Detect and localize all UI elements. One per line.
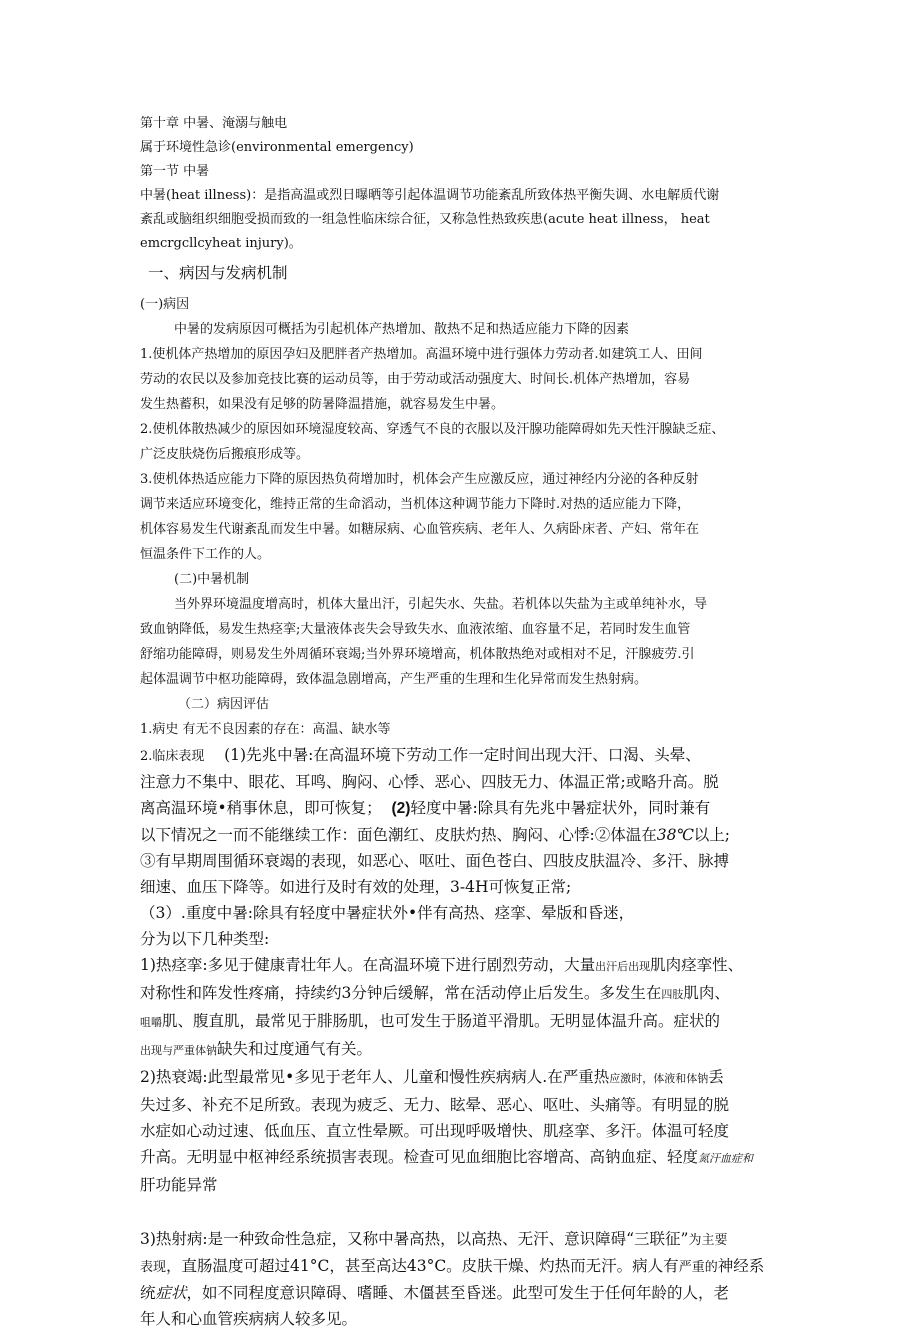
history-line: 1.病史 有无不良因素的存在：高温、缺水等	[140, 722, 391, 737]
heatstroke-line-2	[140, 1253, 800, 1280]
mechanism-line-4: 起体温调节中枢功能障碍，致体温急剧增高，产生严重的生理和生化异常而发生热射病。	[140, 672, 648, 687]
cramp-line-1b: 肌肉痉挛性、	[650, 956, 744, 974]
clinical-line-4a: 以下情况之一而不能继续工作：面色潮红、皮肤灼热、胸闷、心悸:②体温在	[140, 826, 657, 844]
subheading-mechanism: (二)中暑机制	[174, 572, 250, 587]
severe-line-2: 分为以下几种类型:	[140, 930, 270, 948]
chapter-title: 第十章 中暑、淹溺与触电	[140, 116, 288, 131]
exhaustion-small-1: 应激时，	[609, 1072, 654, 1085]
heatstroke-line-2b: 神经系	[717, 1257, 765, 1275]
exhaustion-line-5: 肝功能异常	[140, 1176, 218, 1194]
heatstroke-line-3	[140, 1280, 800, 1306]
mechanism-line-1: 当外界环境温度增高时，机体大量出汗，引起失水、失盐。若机体以失盐为主或单纯补水，导	[174, 597, 708, 612]
severe-line-1: （3）.重度中暑:除具有轻度中暑症状外•伴有高热、痉挛、晕版和昏迷，	[140, 904, 635, 922]
cause-3-line-4: 恒温条件下工作的人。	[140, 547, 271, 562]
heatstroke-line-2a: ，直肠温度可超过41°C，甚至高达43°C。皮肤干燥、灼热而无汗。病人有	[166, 1257, 679, 1275]
heatstroke-italic-1: 症状	[155, 1284, 187, 1302]
cause-intro: 中暑的发病原因可概括为引起机体产热增加、散热不足和热适应能力下降的因素	[174, 322, 630, 337]
exhaustion-small-3: 氮汗血症和	[698, 1152, 754, 1165]
cause-1-line-2: 劳动的农民以及参加竞技比赛的运动员等，由于劳动或活动强度大、时间长.机体产热增加，容易	[140, 372, 691, 387]
clinical-label: 2.临床表现	[140, 749, 205, 764]
mechanism-line-2: 致血钠降低，易发生热痉挛;大量液体丧失会导致失水、血液浓缩、血容量不足，若同时发生血管	[140, 622, 691, 637]
paragraph-gap	[140, 1198, 800, 1226]
cramp-line-2a: 对称性和阵发性疼痛，持续约3分钟后缓解，常在活动停止后发生。多发生在	[140, 984, 662, 1002]
cause-2-line-1: 2.使机体散热减少的原因如环境湿度较高、穿透气不良的衣服以及汗腺功能障碍如先天性汗腺缺乏症、	[140, 422, 725, 437]
definition-line-2: 紊乱或脑组织细胞受损而致的一组急性临床综合征，又称急性热致疾患(acute heat illness， heat	[140, 212, 710, 227]
exhaustion-line-4a: 升高。无明显中枢神经系统损害表现。检查可见血细胞比容增高、高钠血症、轻度	[140, 1148, 699, 1166]
cramp-small-4: 出现与严重体钠	[140, 1044, 217, 1057]
prodromal-heatstroke: (1)先兆中暑:在高温环境下劳动工作一定时间出现大汗、口渴、头晕、	[224, 746, 701, 764]
cramp-line-4a: 缺失和过度通气有关。	[217, 1040, 373, 1058]
subheading-cause: (一)病因	[140, 297, 190, 312]
clinical-line-4b: 以上;	[693, 826, 731, 844]
cramp-line-1	[140, 952, 800, 980]
mild-heatstroke: 轻度中暑:除具有先兆中暑症状外，同时兼有	[410, 799, 711, 817]
clinical-line-1	[140, 742, 800, 769]
heatstroke-line-3a: 统	[140, 1284, 156, 1302]
heatstroke-line-1a: 3)热射病:是一种致命性急症，又称中暑高热，以高热、无汗、意识障碍“三联征”	[140, 1230, 689, 1248]
cramp-line-2	[140, 980, 800, 1008]
cramp-line-4	[140, 1036, 800, 1064]
mild-marker: (2)	[391, 800, 411, 817]
exhaustion-line-2: 失过多、补充不足所致。表现为疲乏、无力、眩晕、恶心、呕吐、头痛等。有明显的脱	[140, 1096, 730, 1114]
definition-line-3: emcrgcllcyheat injury)。	[140, 236, 302, 251]
exhaustion-line-4	[140, 1144, 800, 1172]
cause-3-line-2: 调节来适应环境变化，维持正常的生命滔动，当机体这种调节能力下降时.对热的适应能力下降，	[140, 497, 691, 512]
cause-1-line-3: 发生热蓄积，如果没有足够的防暑降温措施，就容易发生中暑。	[140, 397, 505, 412]
clinical-line-3	[140, 795, 800, 822]
cause-3-line-3: 机体容易发生代谢紊乱而发生中暑。如糖尿病、心血管疾病、老年人、久病卧床者、产妇、常年在	[140, 522, 700, 537]
subheading-assessment: （二）病因评估	[178, 697, 270, 712]
cramp-small-1: 出汗后出现	[595, 960, 651, 973]
exhaustion-line-1a: 2)热衰竭:此型最常见•多见于老年人、儿童和慢性疾病病人.在严重热	[140, 1068, 610, 1086]
exhaustion-line-1b: 丢	[708, 1068, 724, 1086]
clinical-line-2: 注意力不集中、眼花、耳鸣、胸闷、心悸、恶心、四肢无力、体温正常;或略升高。脱	[140, 773, 719, 791]
clinical-line-3a: 离高温环境•稍事休息，即可恢复；	[140, 799, 382, 817]
heatstroke-line-4: 年人和心血管疾病病人较多见。	[140, 1310, 358, 1328]
cramp-line-3	[140, 1008, 800, 1036]
exhaustion-line-1	[140, 1064, 800, 1092]
cramp-line-1a: 1)热痉挛:多见于健康青壮年人。在高温环境下进行剧烈劳动，大量	[140, 956, 596, 974]
clinical-line-4	[140, 822, 800, 848]
heatstroke-small-2: 表现	[140, 1260, 167, 1275]
cramp-line-3a: 肌、腹直肌，最常见于腓肠肌，也可发生于肠道平滑肌。无明显体温升高。症状的	[162, 1012, 721, 1030]
heatstroke-small-1: 为主要	[688, 1233, 728, 1248]
cause-3-line-1: 3.使机体热适应能力下降的原因热负荷增加时，机体会产生应激反应，通过神经内分泌的各种反射	[140, 472, 699, 487]
mechanism-line-3: 舒缩功能障碍，则易发生外周循环衰竭;当外界环境增高，机体散热绝对或相对不足，汗腺疲劳.引	[140, 647, 695, 662]
heatstroke-small-3: 严重的	[678, 1260, 718, 1275]
clinical-line-6: 细速、血压下降等。如进行及时有效的处理，3-4H可恢复正常;	[140, 878, 572, 896]
cramp-line-2b: 肌肉、	[683, 984, 730, 1002]
exhaustion-line-3: 水症如心动过速、低血压、直立性晕厥。可出现呼吸增快、肌痉挛、多汗。体温可轻度	[140, 1122, 730, 1140]
cause-1-line-1: 1.使机体产热增加的原因孕妇及肥胖者产热增加。高温环境中进行强体力劳动者.如建筑工人、田间	[140, 347, 703, 362]
heatstroke-line-3b: ，如不同程度意识障碍、嗜睡、木僵甚至昏迷。此型可发生于任何年龄的人，老	[186, 1284, 730, 1302]
heatstroke-line-1	[140, 1226, 800, 1253]
cramp-small-2: 四肢	[661, 988, 684, 1001]
section-title: 第一节 中暑	[140, 164, 210, 179]
temperature-38: 38℃	[656, 826, 694, 844]
definition-line-1: 中暑(heat illness)：是指高温或烈日曝晒等引起体温调节功能紊乱所致体热平衡失调、水电解质代谢	[140, 188, 720, 203]
exhaustion-small-2: 体液和体钠	[653, 1072, 709, 1085]
clinical-line-5: ③有早期周围循环衰竭的表现，如恶心、呕吐、面色苍白、四肢皮肤温冷、多汗、脉搏	[140, 852, 730, 870]
cause-2-line-2: 广泛皮肤烧伤后搬痕形成等。	[140, 447, 310, 462]
chapter-subtitle: 属于环境性急诊(environmental emergency)	[140, 140, 414, 155]
document-page	[140, 112, 800, 1332]
cramp-small-3: 咀嚼	[140, 1016, 162, 1029]
heading-cause-mechanism: 一、病因与发病机制	[148, 264, 288, 282]
